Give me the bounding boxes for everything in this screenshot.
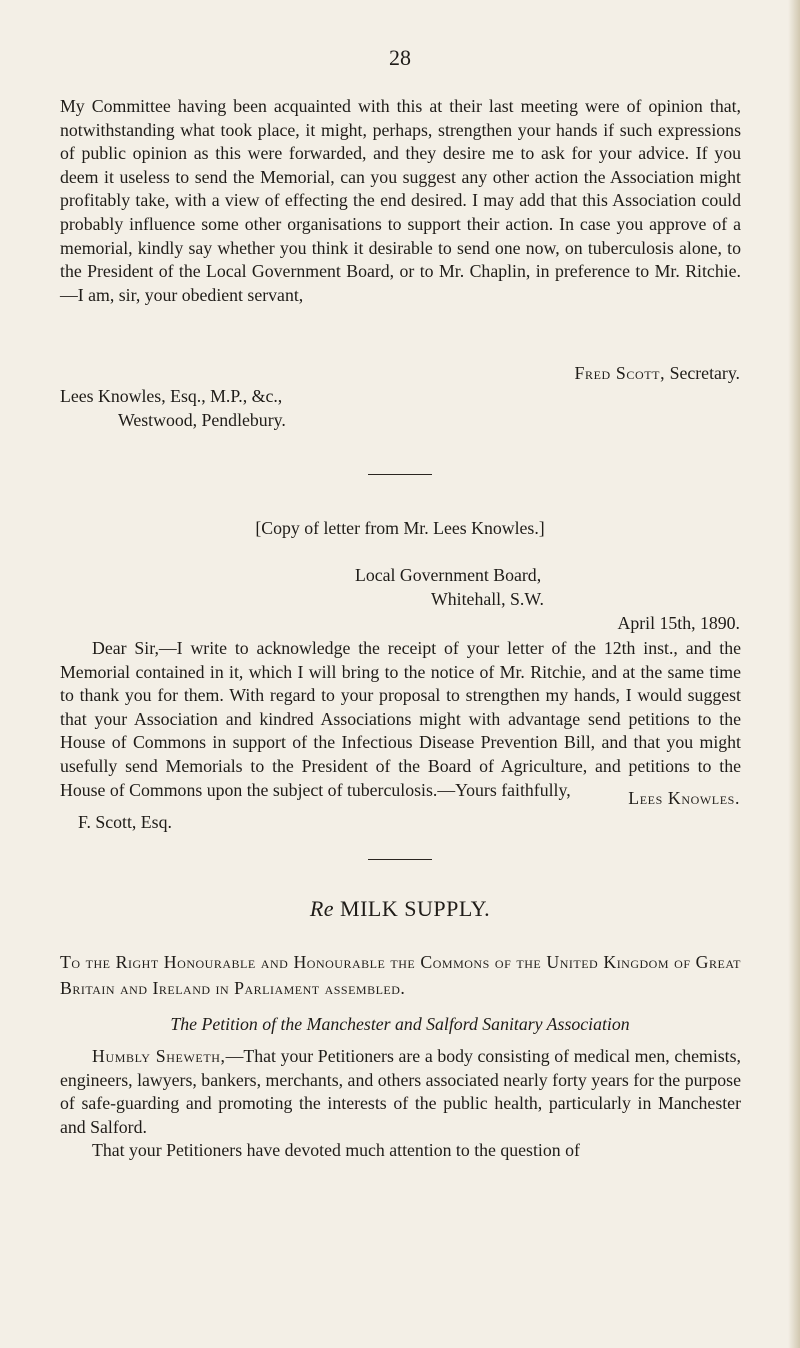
petition-para1-text: —That your Petitioners are a body consisting of medical men, chemists, engineers, lawyers, bankers, merchants, and others associated nearly forty years for the purpose of safe-guarding and promoting the interests of the public health, particularly in Manchester and Salford. <box>60 1046 741 1137</box>
signature-name: Fred Scott, <box>574 363 666 383</box>
letter1-addressee-line1: Lees Knowles, Esq., M.P., &c., <box>60 386 283 406</box>
section-heading <box>0 896 800 922</box>
page-number: 28 <box>389 45 411 70</box>
petition-address: To the Right Honourable and Honourable the Commons of the United Kingdom of Great Britain and Ireland in Parliament assembled. <box>60 952 741 998</box>
signature-role: Secretary. <box>669 363 740 383</box>
letter1-addressee-line2: Westwood, Pendlebury. <box>118 410 286 430</box>
heading-prefix: Re <box>309 896 335 921</box>
letter2-recipient: F. Scott, Esq. <box>78 812 172 832</box>
letter2-caption: [Copy of letter from Mr. Lees Knowles.] <box>255 518 545 538</box>
divider-rule-1 <box>368 474 432 475</box>
petition-opening: Humbly Sheweth, <box>92 1046 226 1066</box>
letter1-body: My Committee having been acquainted with this at their last meeting were of opinion that, notwithstanding what took place, it might, perhaps, strengthen your hands if such expressions of public opinion as this were forwarded, and they desire me to ask for your advice. If you deem it useless to send the Memorial, can you suggest any other action the Association might profitably take, with a view of effecting the end desired. I may add that this Association could probably influence some other organisations to support their action. In case you approve of a memorial, kindly say whether you think it desirable to send one now, on tuberculosis alone, to the President of the Local Government Board, or to Mr. Chaplin, in preference to Mr. Ritchie.—I am, sir, your obedient servant, <box>60 96 741 305</box>
letter2-signature: Lees Knowles. <box>628 788 740 808</box>
petition-paragraph-2: That your Petitioners have devoted much attention to the question of <box>92 1140 580 1160</box>
heading-title: MILK SUPPLY. <box>340 896 491 921</box>
letter2-date: April 15th, 1890. <box>617 613 740 633</box>
letter2-body: Dear Sir,—I write to acknowledge the receipt of your letter of the 12th inst., and the Memorial contained in it, which I will bring to the notice of Mr. Ritchie, and at the same time to thank you for them. With regard to your proposal to strengthen my hands, I would suggest that your Association and kindred Associations might with advantage send petitions to the House of Commons in support of the Infectious Disease Prevention Bill, and that you might usefully send Memorials to the President of the Board of Agriculture, and petitions to the House of Commons upon the subject of tuberculosis.—Yours faithfully, <box>60 638 741 800</box>
divider-rule-2 <box>368 859 432 860</box>
letter2-address-line2: Whitehall, S.W. <box>431 589 544 609</box>
petition-title: The Petition of the Manchester and Salford Sanitary Association <box>170 1014 630 1034</box>
petition-paragraph-1 <box>60 1045 741 1139</box>
letter2-address-line1: Local Government Board, <box>355 565 542 585</box>
letter1-signature <box>575 362 740 386</box>
